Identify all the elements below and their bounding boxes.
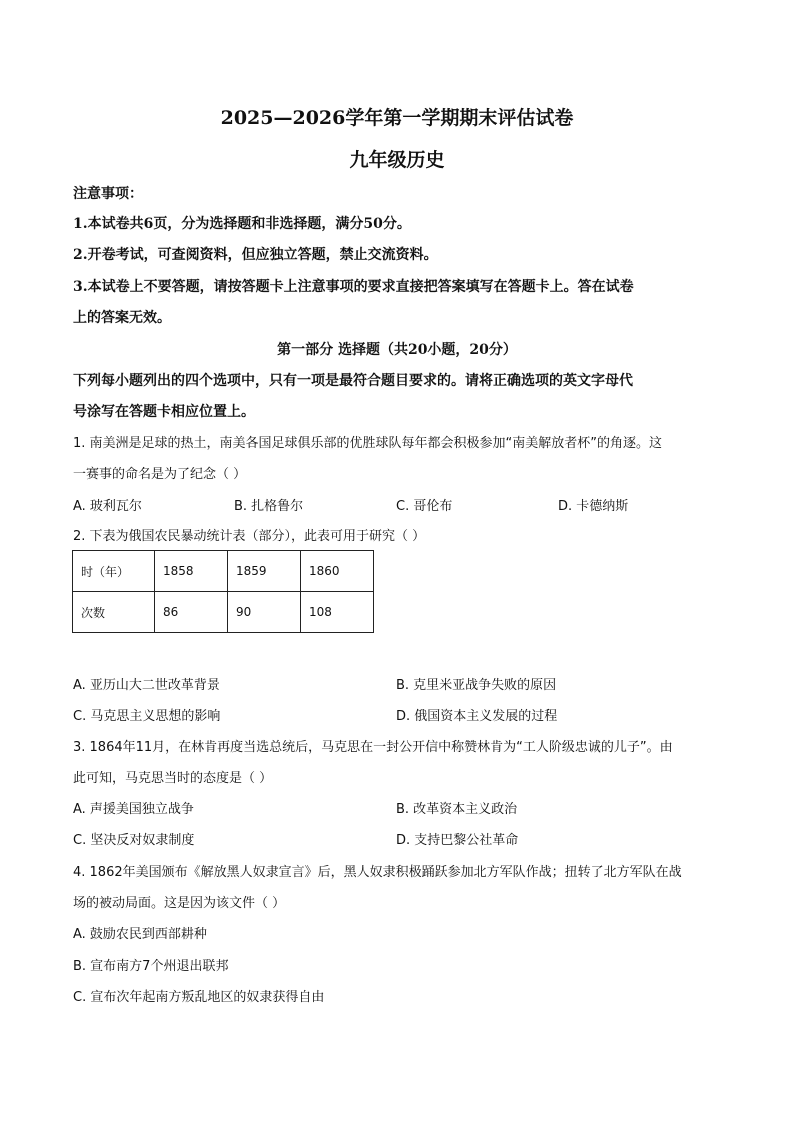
table-cell: 1859 [228,551,301,592]
table-cell: 次数 [73,592,155,633]
q1-option-b: B. 扎格鲁尔 [234,499,304,514]
table-cell: 86 [155,592,228,633]
table-cell: 1858 [155,551,228,592]
q4-option-a: A. 鼓励农民到西部耕种 [73,927,207,942]
q3-option-a: A. 声援美国独立战争 [73,802,194,817]
exam-title: 2025—2026学年第一学期期末评估试卷 [220,107,574,129]
notice-item-2: 2.开卷考试，可查阅资料，但应独立答题，禁止交流资料。 [73,247,438,263]
notice-heading: 注意事项： [73,186,143,202]
q4-option-c: C. 宣布次年起南方叛乱地区的奴隶获得自由 [73,990,325,1005]
q1-stem-line-1: 1. 南美洲是足球的热土，南美各国足球俱乐部的优胜球队每年都会积极参加“南美解放者杯”的角逐。这 [73,436,663,451]
q2-option-d: D. 俄国资本主义发展的过程 [396,709,558,724]
q3-option-c: C. 坚决反对奴隶制度 [73,833,195,848]
q1-option-d: D. 卡德纳斯 [558,499,629,514]
subject-title: 九年级历史 [349,149,445,171]
q3-stem-line-2: 此可知，马克思当时的态度是（ ） [73,771,273,786]
notice-item-3-line-1: 3.本试卷上不要答题，请按答题卡上注意事项的要求直接把答案填写在答题卡上。答在试卷 [73,279,634,295]
peasant-uprising-table [72,550,374,633]
q2-option-c: C. 马克思主义思想的影响 [73,709,221,724]
q1-option-c: C. 哥伦布 [396,499,453,514]
q4-stem-line-1: 4. 1862年美国颁布《解放黑人奴隶宣言》后，黑人奴隶积极踊跃参加北方军队作战；扭转了北方军队在战 [73,865,682,880]
q3-option-d: D. 支持巴黎公社革命 [396,833,519,848]
table-cell: 1860 [301,551,374,592]
section-instruction-line-1: 下列每小题列出的四个选项中，只有一项是最符合题目要求的。请将正确选项的英文字母代 [73,373,633,389]
table-cell: 108 [301,592,374,633]
table-cell: 时（年） [73,551,155,592]
section-title: 第一部分 选择题（共20小题，20分） [277,342,517,358]
q4-stem-line-2: 场的被动局面。这是因为该文件（ ） [73,896,286,911]
notice-item-3-line-2: 上的答案无效。 [73,310,171,326]
section-instruction-line-2: 号涂写在答题卡相应位置上。 [73,404,255,420]
q3-option-b: B. 改革资本主义政治 [396,802,518,817]
notice-item-1: 1.本试卷共6页，分为选择题和非选择题，满分50分。 [73,216,411,232]
table-row [73,592,374,633]
q1-stem-line-2: 一赛事的命名是为了纪念（ ） [73,467,247,482]
q4-option-b: B. 宣布南方7个州退出联邦 [73,959,229,974]
q2-option-a: A. 亚历山大二世改革背景 [73,678,220,693]
q2-option-b: B. 克里米亚战争失败的原因 [396,678,557,693]
q2-stem: 2. 下表为俄国农民暴动统计表（部分），此表可用于研究（ ） [73,529,426,544]
q1-option-a: A. 玻利瓦尔 [73,499,142,514]
table-row [73,551,374,592]
q3-stem-line-1: 3. 1864年11月，在林肯再度当选总统后，马克思在一封公开信中称赞林肯为“工人阶级忠诚的儿子”。由 [73,740,673,755]
table-cell: 90 [228,592,301,633]
